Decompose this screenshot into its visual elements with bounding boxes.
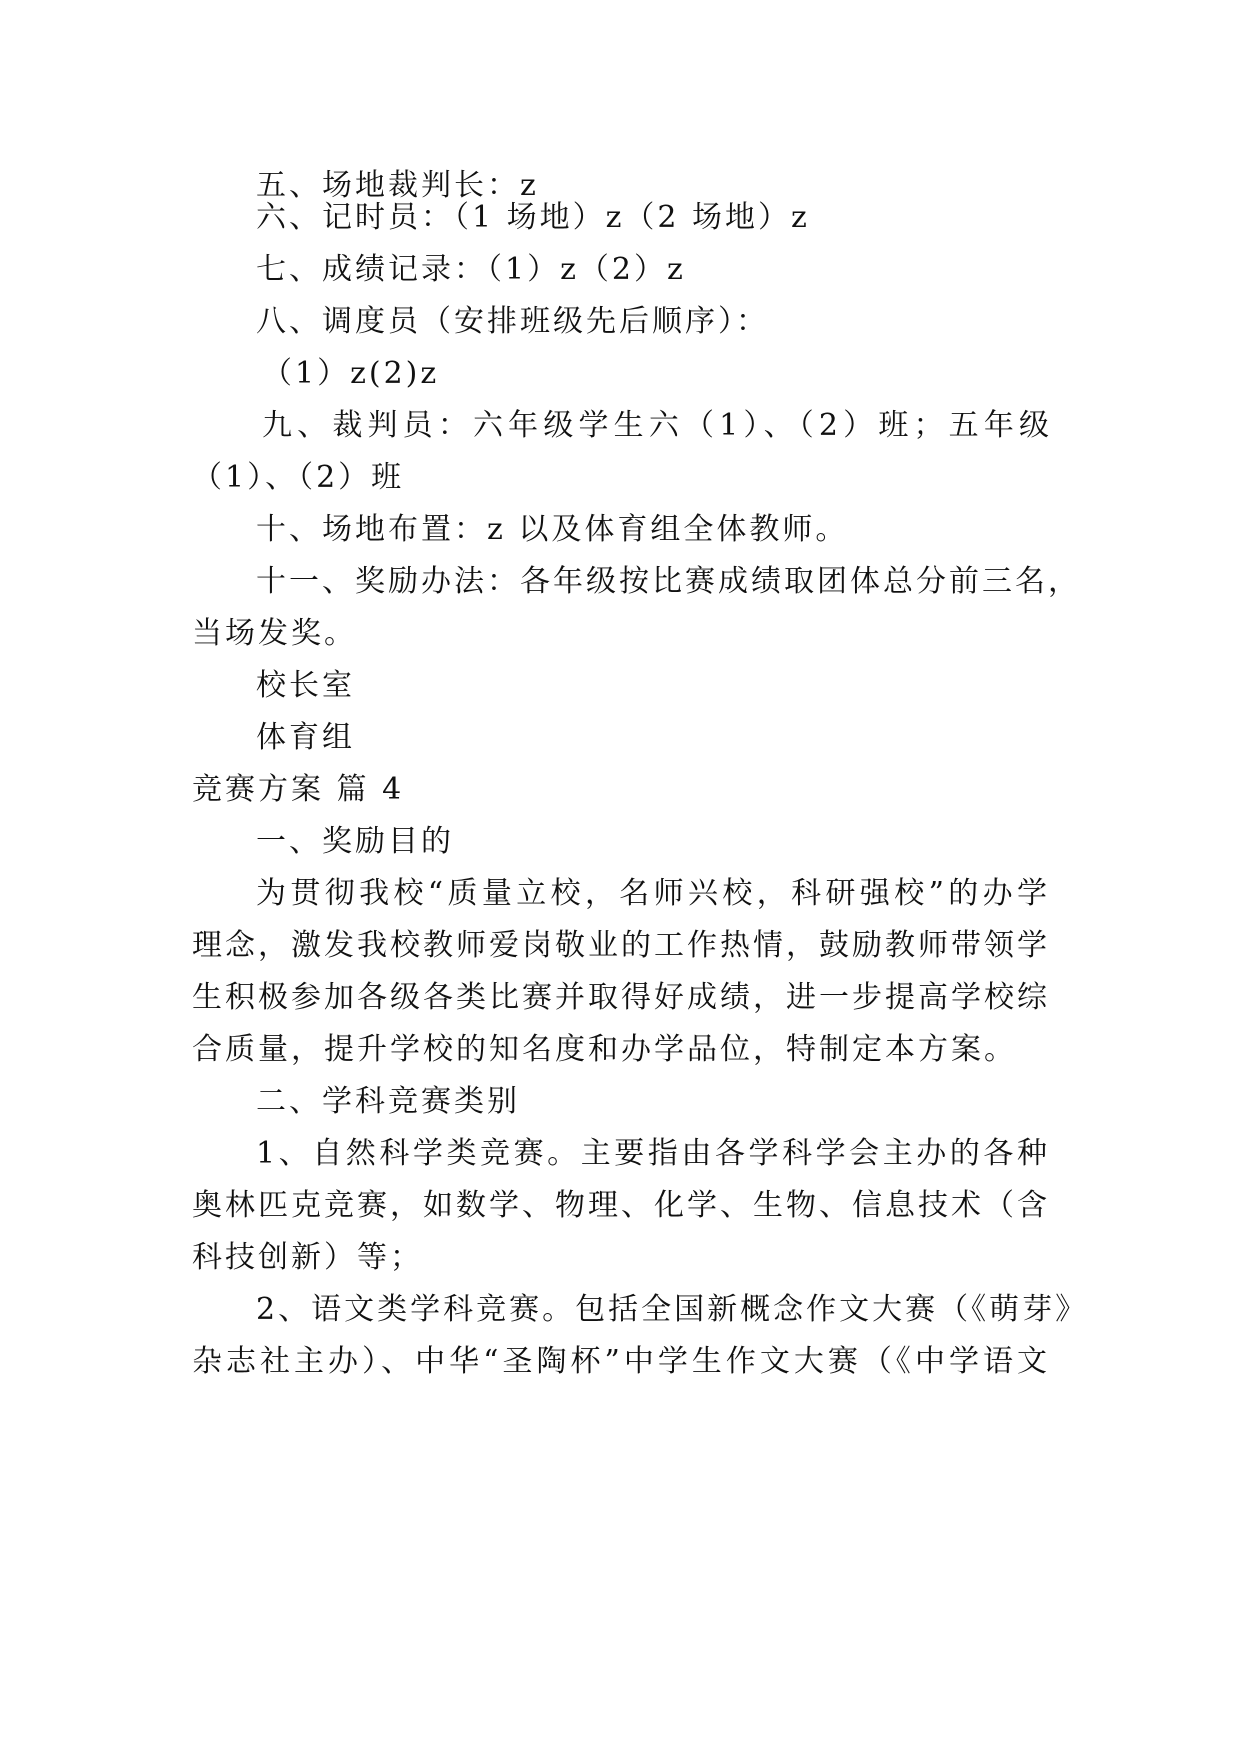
- text-line: 杂志社主办）、中华“圣陶杯”中学生作文大赛（《中学语文: [192, 1344, 1050, 1379]
- text-line: （1）、（2）班: [192, 460, 405, 495]
- text-line: 体育组: [256, 720, 355, 755]
- text-line: 九、裁判员：六年级学生六（1）、（2）班；五年级: [262, 408, 1052, 443]
- text-line: 科技创新）等；: [192, 1240, 423, 1275]
- text-line: （1）z(2)z: [262, 356, 440, 391]
- text-line: 2、语文类学科竞赛。包括全国新概念作文大赛（《萌芽》: [256, 1292, 1089, 1327]
- text-line: 生积极参加各级各类比赛并取得好成绩，进一步提高学校综: [192, 980, 1050, 1015]
- text-line: 当场发奖。: [192, 616, 357, 651]
- text-line: 一、奖励目的: [256, 824, 454, 859]
- text-line: 十一、奖励办法：各年级按比赛成绩取团体总分前三名，: [256, 564, 1081, 599]
- text-line: 十、场地布置：z 以及体育组全体教师。: [256, 512, 849, 547]
- text-line: 合质量，提升学校的知名度和办学品位，特制定本方案。: [192, 1032, 1017, 1067]
- text-line: 校长室: [256, 668, 355, 703]
- text-line: 1、自然科学类竞赛。主要指由各学科学会主办的各种: [256, 1136, 1050, 1171]
- section-heading: 竞赛方案 篇 4: [192, 772, 405, 807]
- text-line: 奥林匹克竞赛，如数学、物理、化学、生物、信息技术（含: [192, 1188, 1050, 1223]
- text-line: 六、记时员：（1 场地）z（2 场地）z: [256, 200, 810, 235]
- text-line: 八、调度员（安排班级先后顺序）：: [256, 304, 769, 339]
- text-line: 二、学科竞赛类别: [256, 1084, 520, 1119]
- text-line: 七、成绩记录：（1）z（2）z: [256, 252, 686, 287]
- text-line: 五、场地裁判长：z: [256, 168, 539, 203]
- text-line: 为贯彻我校“质量立校，名师兴校，科研强校”的办学: [256, 876, 1050, 911]
- text-line: 理念，激发我校教师爱岗敬业的工作热情，鼓励教师带领学: [192, 928, 1050, 963]
